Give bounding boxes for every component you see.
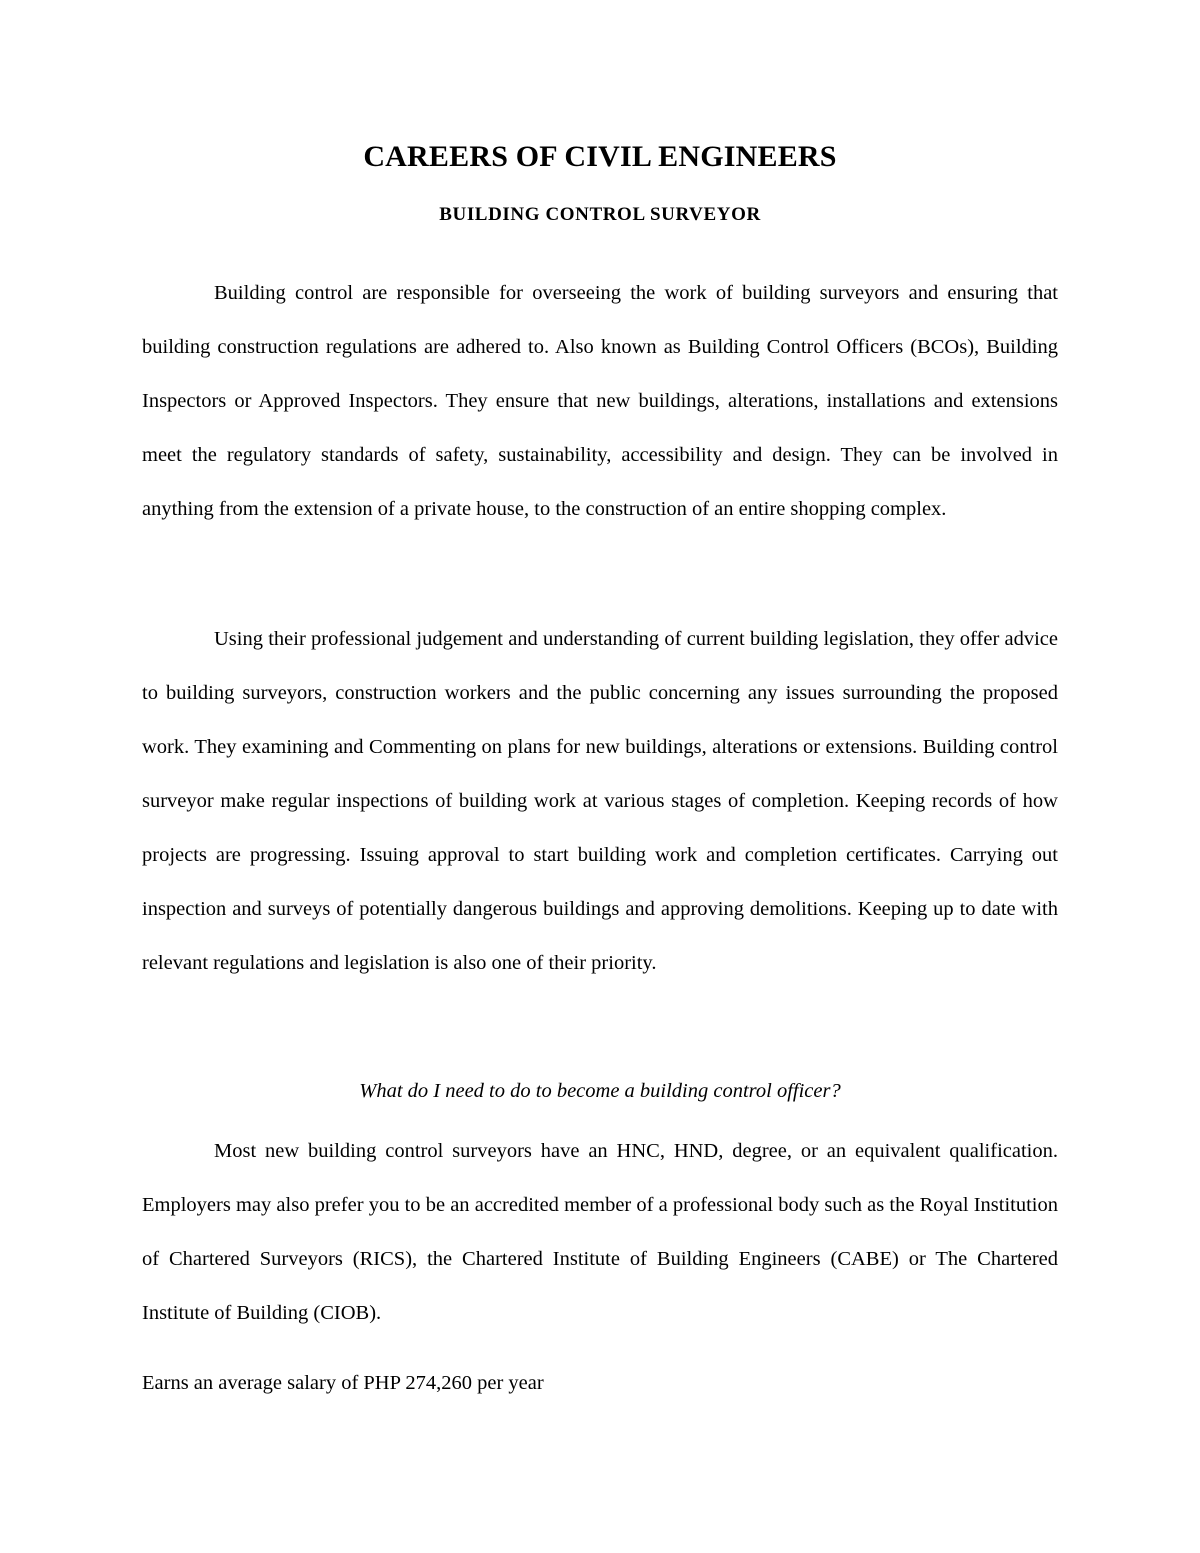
paragraph-overview: Building control are responsible for overseeing the work of building surveyors and ensuring that building construction regulations are adhered to. Also known as Building Control Officers (BCOs), Building Inspectors or Approved Inspectors. They ensure that new buildings, alterations, installations and extensions meet the regulatory standards of safety, sustainability, accessibility and design. They can be involved in anything from the extension of a private house, to the construction of an entire shopping complex. (142, 282, 1058, 520)
paragraph-qualifications: Most new building control surveyors have an HNC, HND, degree, or an equivalent qualification. Employers may also prefer you to be an accredited member of a professional body such as the Royal Institution of Chartered Surveyors (RICS), the Chartered Institute of Building Engineers (CABE) or The Chartered Institute of Building (CIOB). (142, 1140, 1058, 1324)
question-heading: What do I need to do to become a building control officer? (359, 1080, 841, 1102)
section-heading: BUILDING CONTROL SURVEYOR (439, 204, 761, 225)
document-title: CAREERS OF CIVIL ENGINEERS (363, 140, 837, 173)
paragraph-duties: Using their professional judgement and understanding of current building legislation, they offer advice to building surveyors, construction workers and the public concerning any issues surrounding the proposed work. They examining and Commenting on plans for new buildings, alterations or extensions. Building control surveyor make regular inspections of building work at various stages of completion. Keeping records of how projects are progressing. Issuing approval to start building work and completion certificates. Carrying out inspection and surveys of potentially dangerous buildings and approving demolitions. Keeping up to date with relevant regulations and legislation is also one of their priority. (142, 628, 1058, 974)
salary-line: Earns an average salary of PHP 274,260 per year (142, 1372, 544, 1394)
